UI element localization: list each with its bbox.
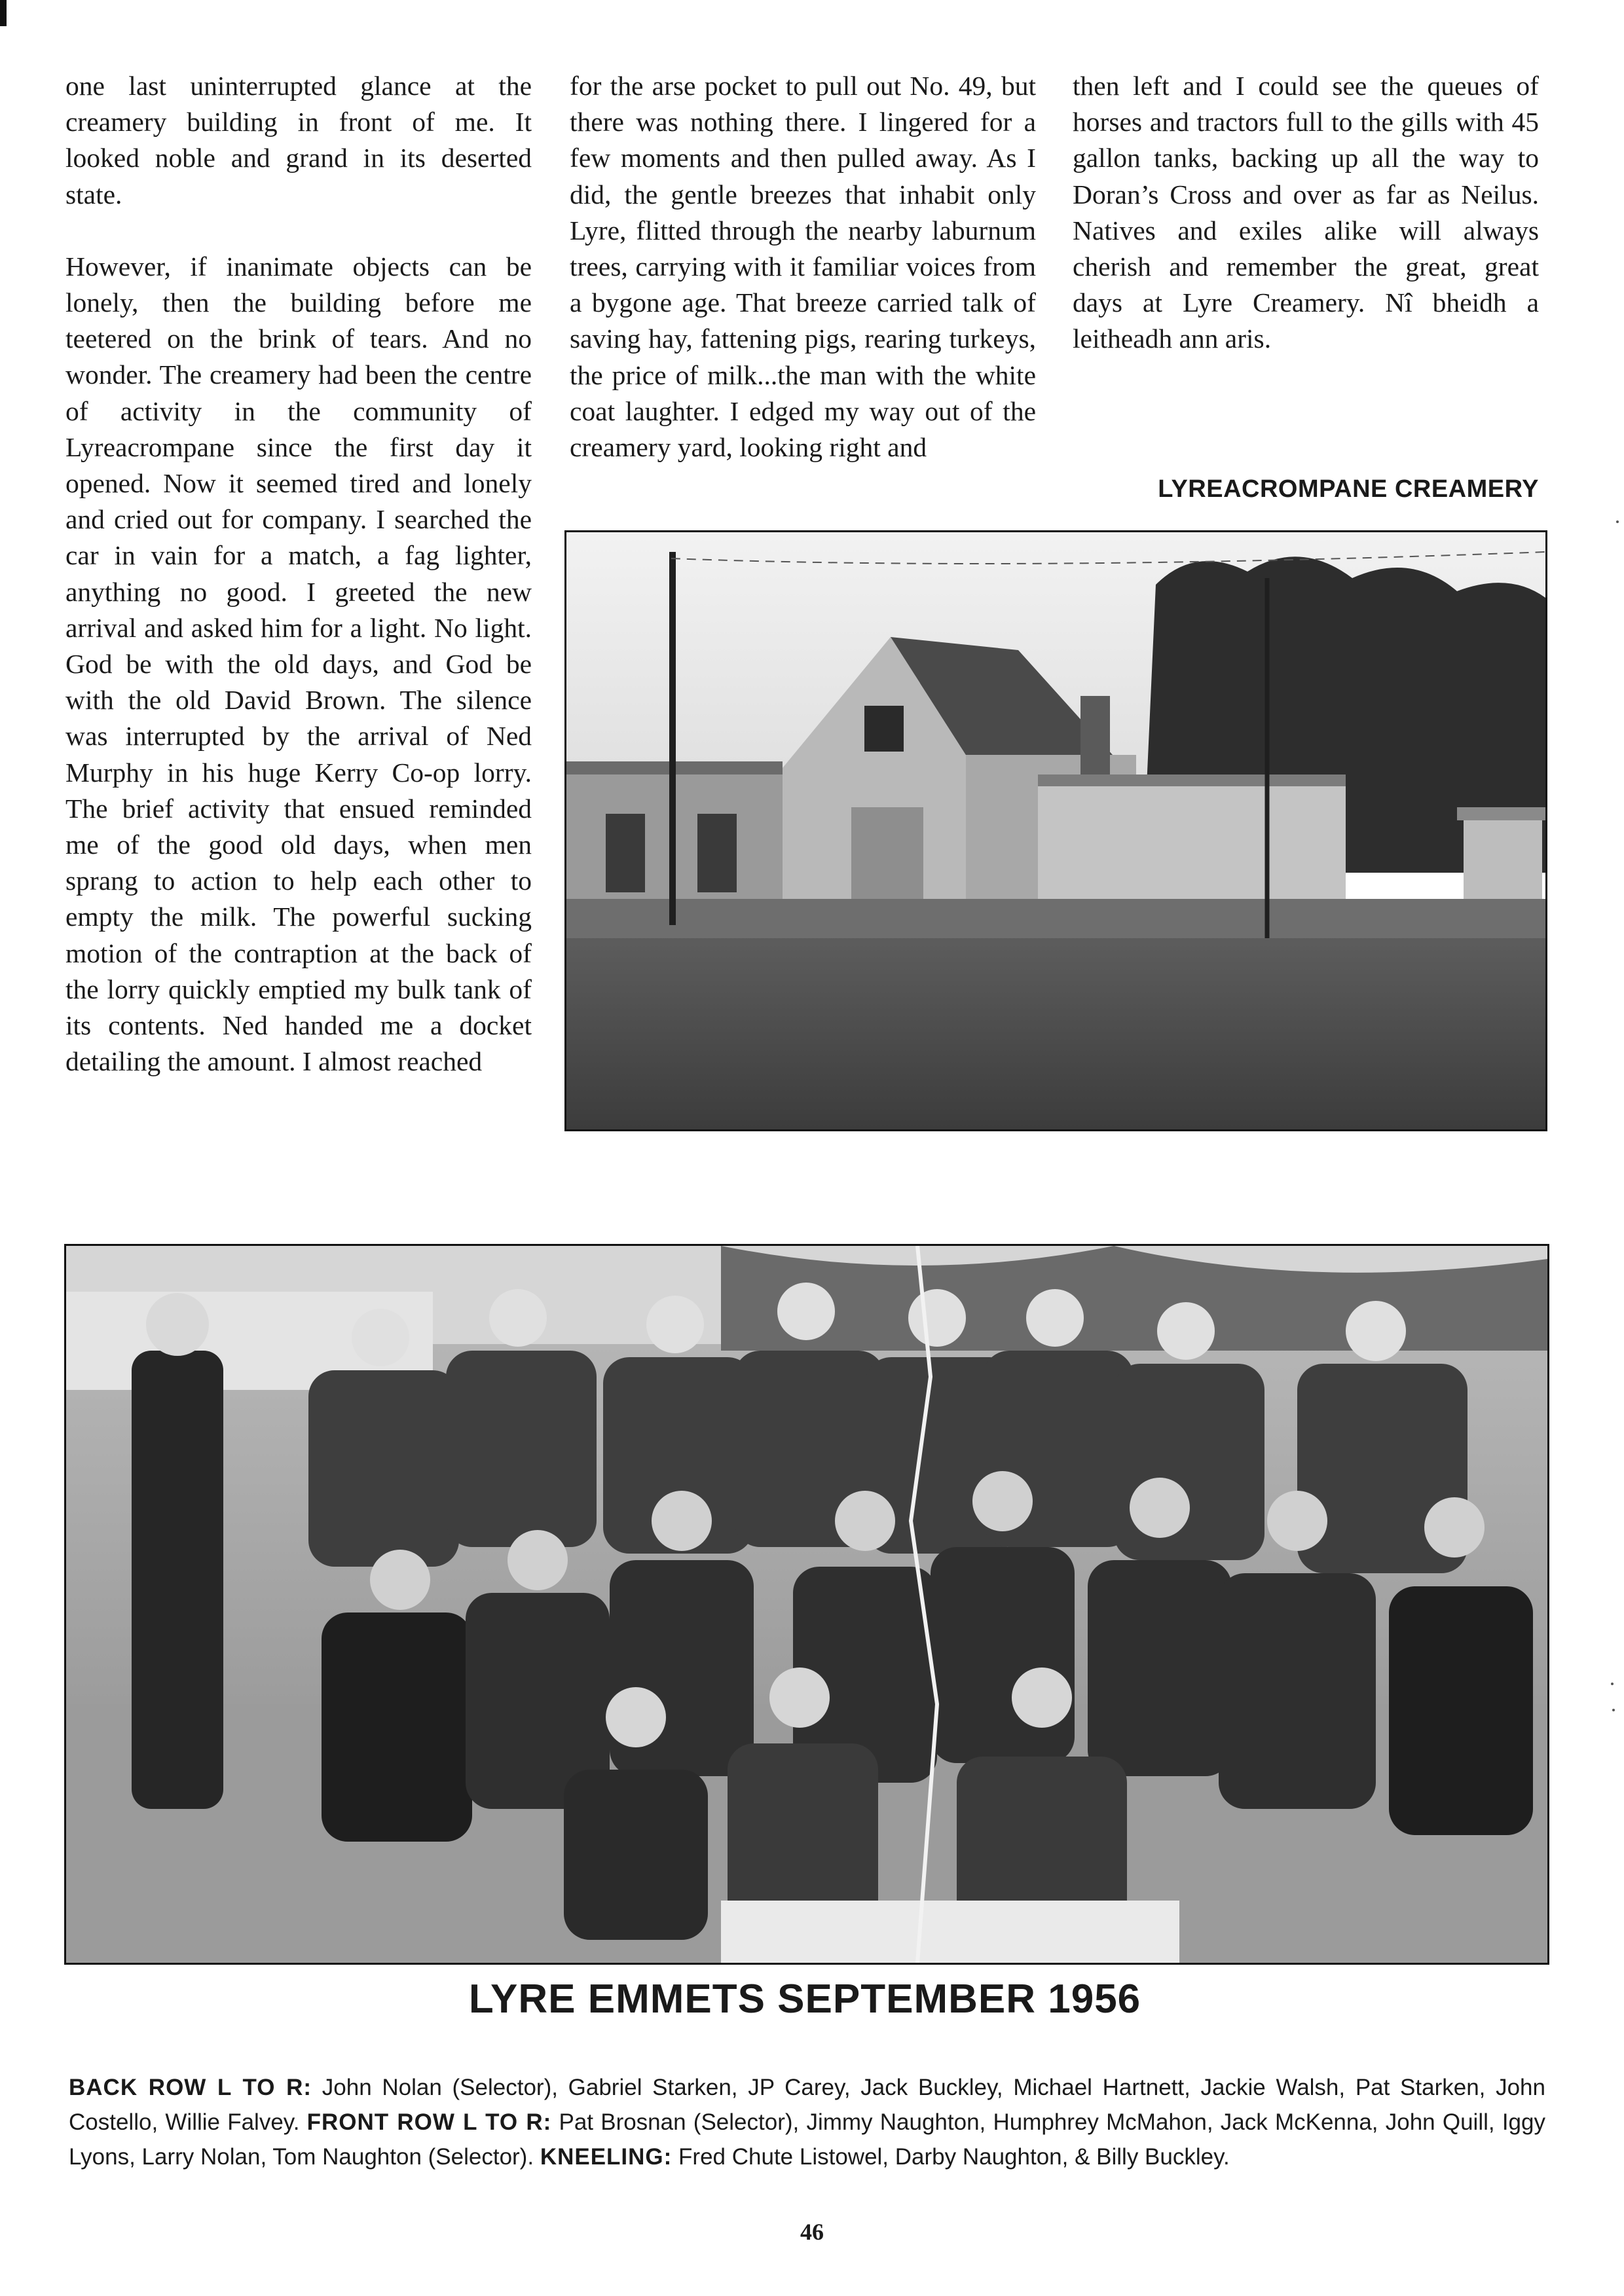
back-row-names: John Nolan (Selector), Gabriel Starken, JP Carey, Jack Buckley, Michael Hartnett, Jackie Walsh, Pat Starken, John Costello, Willie Falvey.: [69, 2075, 1545, 2135]
creamery-photo-caption: LYREACROMPANE CREAMERY: [1158, 475, 1539, 503]
team-photo-image: [66, 1246, 1547, 1963]
scan-speck: [1611, 1683, 1614, 1685]
article-column-1: [65, 68, 532, 1181]
page-number: 46: [800, 2219, 824, 2245]
article-paragraph: one last uninterrupted glance at the creamery building in front of me. It looked noble and grand in its deserted state.: [65, 71, 532, 210]
kneeling-label: KNEELING:: [540, 2144, 673, 2170]
team-photo: [64, 1244, 1549, 1965]
team-photo-credits: [69, 2070, 1545, 2174]
front-row-label: FRONT ROW L TO R:: [306, 2109, 552, 2135]
page-corner-mark: [0, 0, 7, 26]
team-photo-title: LYRE EMMETS SEPTEMBER 1956: [468, 1977, 1141, 2022]
article-column-2: [570, 68, 1036, 533]
article-paragraph: then left and I could see the queues of horses and tractors full to the gills with 45 gallon tanks, backing up all the way to Doran’s Cross and over as far as Neilus. Natives and exiles alike will always cherish and remember the great, great days at Lyre Creamery. Nî bheidh a leitheadh ann aris.: [1073, 71, 1539, 354]
article-paragraph: However, if inanimate objects can be lonely, then the building before me teetered on the brink of tears. And no wonder. The creamery had been the centre of activity in the community of Lyreacrompane since the first day it opened. Now it seemed tired and lonely and cried out for company. I searched the car in vain for a match, a fag lighter, anything no good. I greeted the new arrival and asked him for a light. No light. God be with the old days, and God be with the old David Brown. The silence was interrupted by the arrival of Ned Murphy in his huge Kerry Co-op lorry. The brief activity that ensued reminded me of the good old days, when men sprang to action to help each other to empty the milk. The powerful sucking motion of the contraption at the back of the lorry quickly emptied my bulk tank of its contents. Ned handed me a docket detailing the amount. I almost reached: [65, 251, 532, 1077]
article-paragraph: for the arse pocket to pull out No. 49, but there was nothing there. I lingered for a few moments and then pulled away. As I did, the gentle breezes that inhabit only Lyre, flitted through the nearby laburnum trees, carrying with it familiar voices from a bygone age. That breeze carried talk of saving hay, fattening pigs, rearing turkeys, the price of milk...the man with the white coat laughter. I edged my way out of the creamery yard, looking right and: [570, 71, 1036, 463]
scan-speck: [1616, 520, 1619, 523]
creamery-photo: [564, 530, 1547, 1131]
front-row-names: Pat Brosnan (Selector), Jimmy Naughton, Humphrey McMahon, Jack McKenna, John Quill, Iggy Lyons, Larry Nolan, Tom Naughton (Selector).: [69, 2109, 1545, 2170]
creamery-photo-image: [566, 532, 1545, 1129]
back-row-label: BACK ROW L TO R:: [69, 2075, 312, 2100]
kneeling-names: Fred Chute Listowel, Darby Naughton, & Billy Buckley.: [678, 2144, 1230, 2170]
scan-speck: [1612, 1709, 1615, 1711]
